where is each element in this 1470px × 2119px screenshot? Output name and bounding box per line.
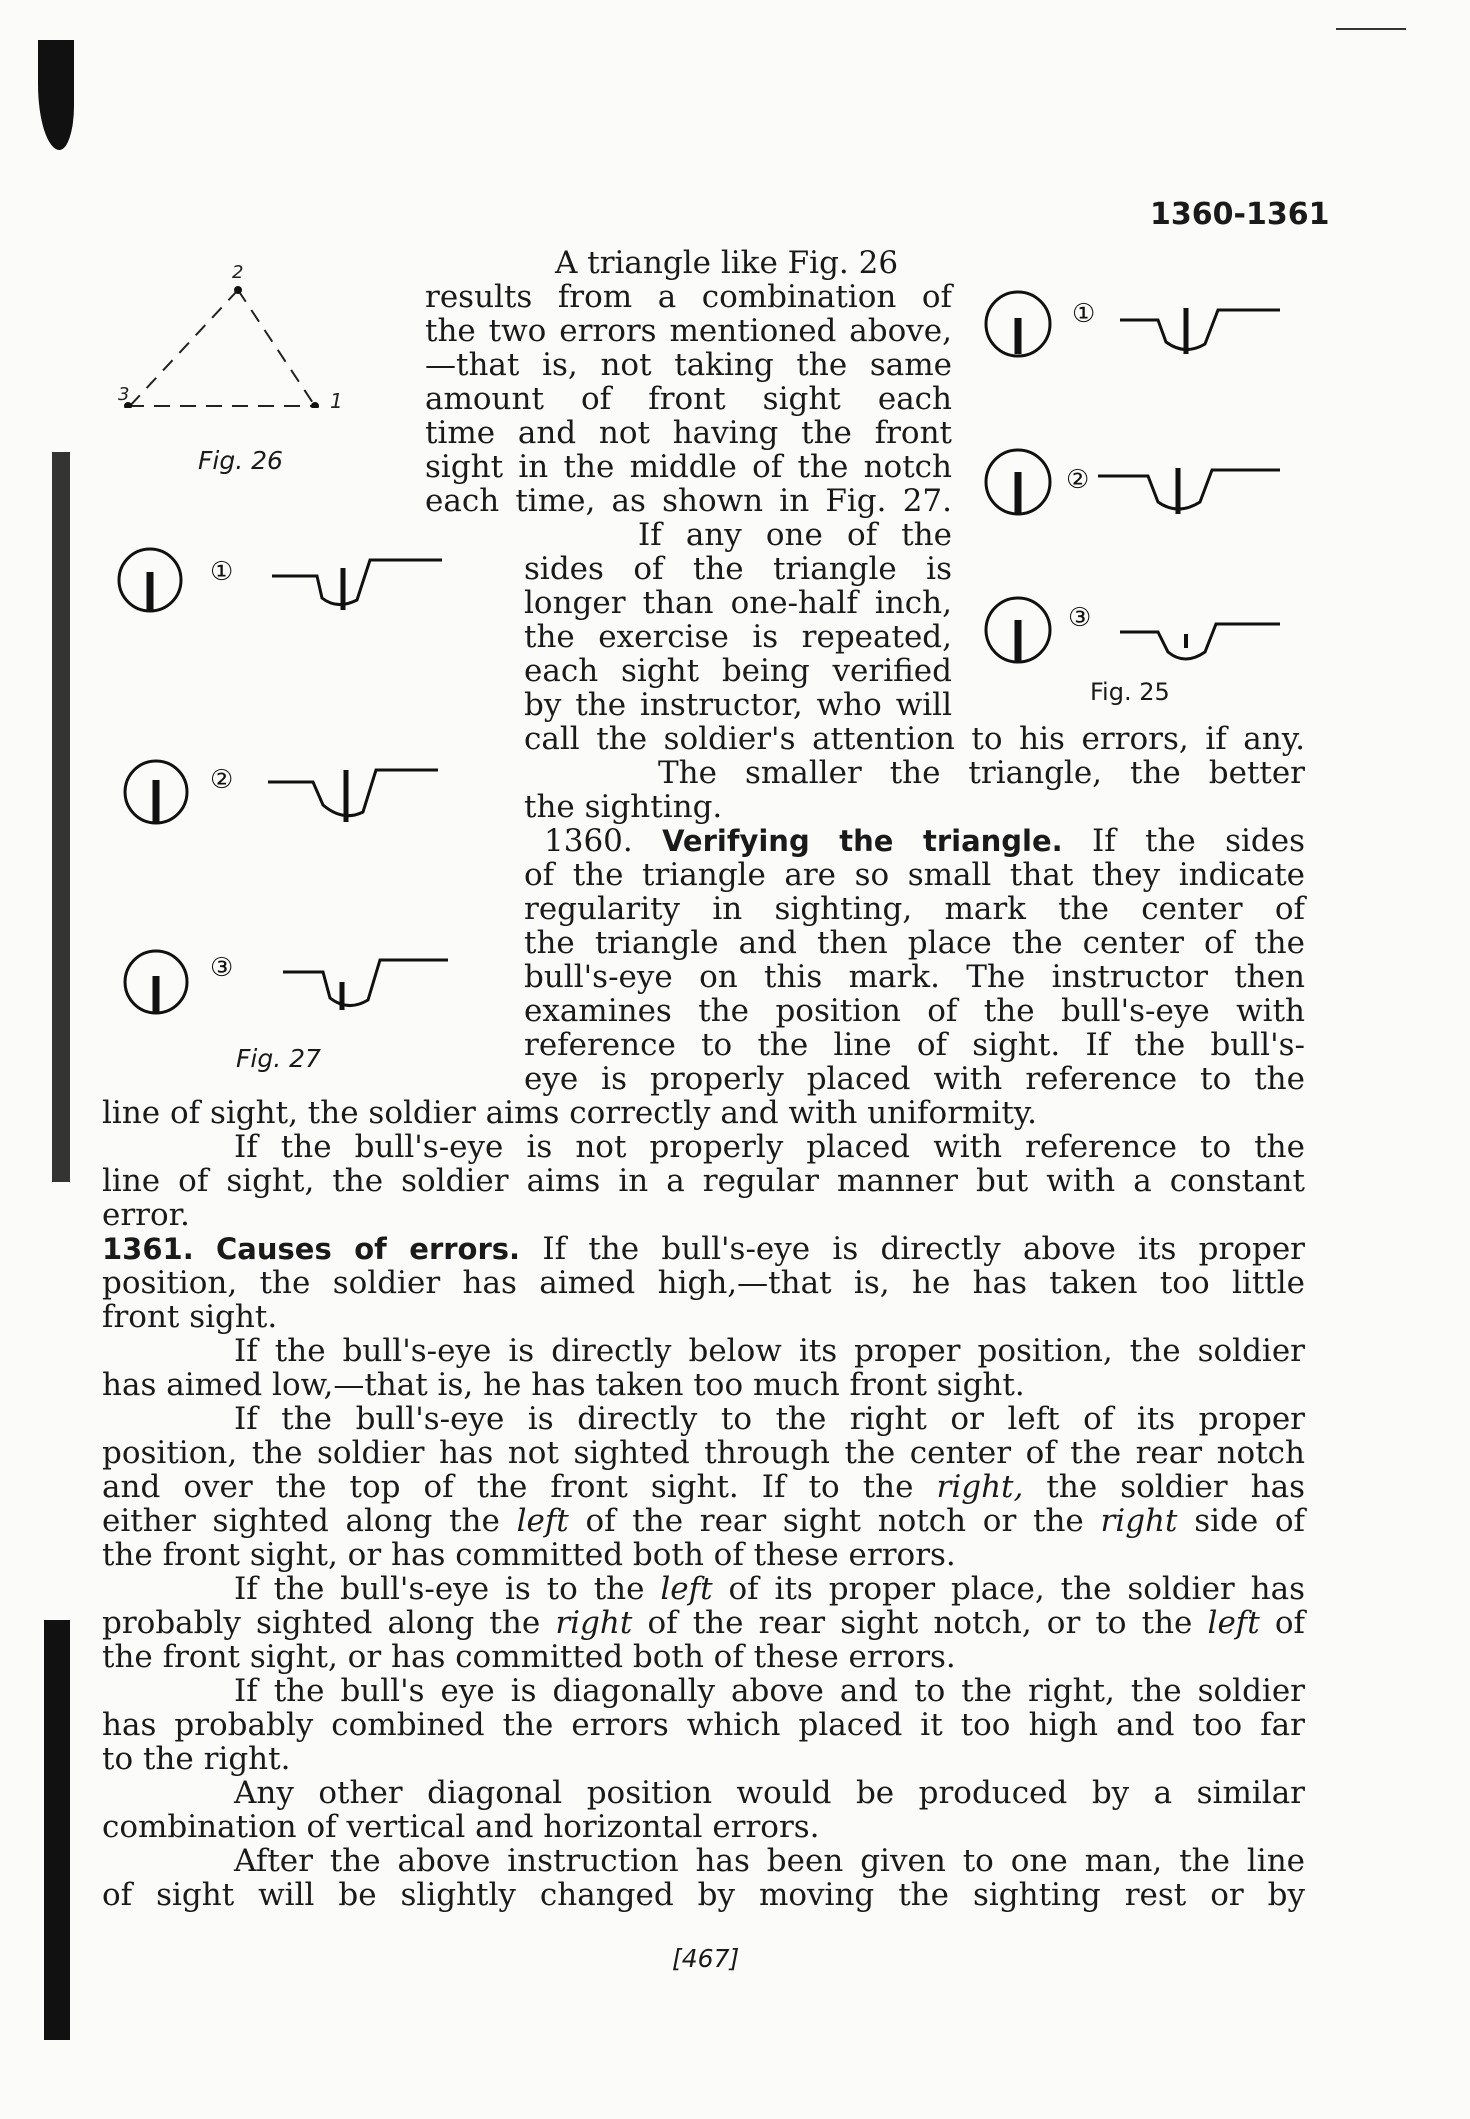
figure-25-caption: Fig. 25 (1090, 678, 1170, 706)
para-triangle-line-4: —that is, not taking the same (425, 347, 952, 383)
vertex-label-1: 1 (330, 389, 343, 408)
marker-2: ② (210, 765, 234, 795)
scan-edge-binding-lower (44, 1620, 70, 2040)
para-smaller-line-1: The smaller the triangle, the better (658, 755, 1305, 791)
sec-1360-title: Verifying the triangle. (662, 824, 1063, 858)
para-diag-line-2: has probably combined the errors which placed it too high and too far (102, 1707, 1305, 1743)
text-run: of the rear sight notch or the (585, 1503, 1084, 1539)
para-diag-last: to the right. (102, 1741, 291, 1777)
figure-26-triangle (110, 258, 370, 408)
marker-2: ② (1066, 465, 1090, 495)
vertex-label-3: 3 (118, 384, 130, 405)
section-range-header: 1360-1361 (1150, 197, 1330, 232)
para-other-line-1: Any other diagonal position would be produced by a similar (234, 1775, 1305, 1811)
line-call-attention: call the soldier's attention to his errors, if any. (524, 721, 1305, 757)
para-triangle-line-6: time and not having the front (425, 415, 952, 451)
para-triangle-line-3: the two errors mentioned above, (425, 313, 952, 349)
para-triangle-line-5: amount of front sight each (425, 381, 952, 417)
text-run: probably sighted along the (102, 1605, 541, 1641)
figure-27-sight-picture-1 (112, 538, 472, 618)
para-diag-line-1: If the bull's eye is diagonally above and to the right, the soldier (234, 1673, 1305, 1709)
para-sides-line-6: by the instructor, who will (524, 687, 952, 723)
para-triangle-line-8: each time, as shown in Fig. 27. (425, 483, 952, 519)
para-notplaced-line-1: If the bull's-eye is not properly placed with reference to the (234, 1129, 1305, 1165)
para-notplaced-last: error. (102, 1197, 190, 1233)
sec-1360-line-8: eye is properly placed with reference to the (524, 1061, 1305, 1097)
sec-1360-line-2: of the triangle are so small that they indicate (524, 857, 1305, 893)
para-smaller-line-2: the sighting. (524, 789, 723, 825)
figure-27-sight-picture-3 (118, 940, 478, 1020)
para-rightleft-line-3 (102, 1470, 1305, 1504)
text-run: the soldier has (1046, 1469, 1305, 1505)
sec-1360-first-line-rest: If the sides (1091, 823, 1305, 859)
emphasis-left: left (1207, 1605, 1260, 1641)
emphasis-left: left (660, 1571, 713, 1607)
para-after-line-1: After the above instruction has been given to one man, the line (234, 1843, 1305, 1879)
text-run: of the rear sight notch, or to the (647, 1605, 1193, 1641)
sec-1360-number: 1360. (544, 823, 633, 859)
sec-1360-line-6: examines the position of the bull's-eye with (524, 993, 1305, 1029)
sec-1361-first-line-rest: If the bull's-eye is directly above its proper (542, 1231, 1305, 1267)
para-sides-line-5: each sight being verified (524, 653, 952, 689)
figure-25-sight-picture-3 (980, 588, 1320, 678)
scan-rule-top-right (1336, 28, 1406, 30)
sec-1360-line-3: regularity in sighting, mark the center of (524, 891, 1305, 927)
para-rightleft-line-1: If the bull's-eye is directly to the right or left of its proper (234, 1401, 1305, 1437)
para-after-line-2: of sight will be slightly changed by moving the sighting rest or by (102, 1877, 1305, 1913)
emphasis-left: left (516, 1503, 569, 1539)
emphasis-right: right (555, 1605, 633, 1641)
scan-edge-binding (52, 452, 70, 1182)
para-triangle-line-7: sight in the middle of the notch (425, 449, 952, 485)
para-sides-line-3: longer than one-half inch, (524, 585, 952, 621)
marker-1: ① (1072, 299, 1096, 329)
para-notplaced-line-2: line of sight, the soldier aims in a regular manner but with a constant (102, 1163, 1305, 1199)
text-run: either sighted along the (102, 1503, 500, 1539)
sec-1360-line-4: the triangle and then place the center of the (524, 925, 1305, 961)
para-rightleft-last: the front sight, or has committed both of these errors. (102, 1537, 956, 1573)
para-sides-line-4: the exercise is repeated, (524, 619, 952, 655)
emphasis-right: right, (936, 1469, 1024, 1505)
para-triangle-line-1: A triangle like Fig. 26 (555, 245, 899, 281)
sec-1361-line-2: position, the soldier has aimed high,—that is, he has taken too little (102, 1265, 1305, 1301)
figure-26-caption: Fig. 26 (198, 446, 283, 475)
para-rightleft-line-2: position, the soldier has not sighted through the center of the rear notch (102, 1435, 1305, 1471)
text-run: If the bull's-eye is to the (234, 1571, 645, 1607)
marker-1: ① (210, 557, 234, 587)
para-sides-line-2: sides of the triangle is (524, 551, 952, 587)
para-left-line-1 (234, 1572, 1305, 1606)
page-number: [467] (672, 1944, 740, 1973)
sec-1360-heading-line (544, 824, 1305, 858)
text-run: of its proper place, the soldier has (728, 1571, 1305, 1607)
sec-1360-last-line: line of sight, the soldier aims correctly and with uniformity. (102, 1095, 1038, 1131)
marker-3: ③ (210, 953, 234, 983)
para-left-last: the front sight, or has committed both of these errors. (102, 1639, 956, 1675)
figure-25-sight-picture-2 (980, 440, 1320, 530)
text-run: of (1274, 1605, 1305, 1641)
para-rightleft-line-4 (102, 1504, 1305, 1538)
sec-1361-heading-line (102, 1232, 1305, 1266)
para-other-last: combination of vertical and horizontal errors. (102, 1809, 820, 1845)
figure-27-caption: Fig. 27 (236, 1044, 321, 1073)
sec-1361-title: Causes of errors. (216, 1232, 521, 1266)
para-below-line-1: If the bull's-eye is directly below its proper position, the soldier (234, 1333, 1305, 1369)
sec-1360-line-5: bull's-eye on this mark. The instructor then (524, 959, 1305, 995)
scan-blot-top (38, 40, 74, 150)
para-below-last: has aimed low,—that is, he has taken too much front sight. (102, 1367, 1025, 1403)
sec-1361-last: front sight. (102, 1299, 278, 1335)
vertex-label-2: 2 (232, 262, 244, 283)
figure-25-sight-picture-1 (980, 282, 1320, 372)
sec-1361-number: 1361. (102, 1232, 194, 1266)
para-left-line-2 (102, 1606, 1305, 1640)
para-triangle-line-2: results from a combination of (425, 279, 952, 315)
figure-27-sight-picture-2 (118, 750, 478, 830)
emphasis-right: right (1100, 1503, 1178, 1539)
para-sides-line-1: If any one of the (638, 517, 952, 553)
text-run: and over the top of the front sight. If to the (102, 1469, 914, 1505)
marker-3: ③ (1068, 603, 1092, 633)
sec-1360-line-7: reference to the line of sight. If the bull's- (524, 1027, 1305, 1063)
text-run: side of (1194, 1503, 1306, 1539)
